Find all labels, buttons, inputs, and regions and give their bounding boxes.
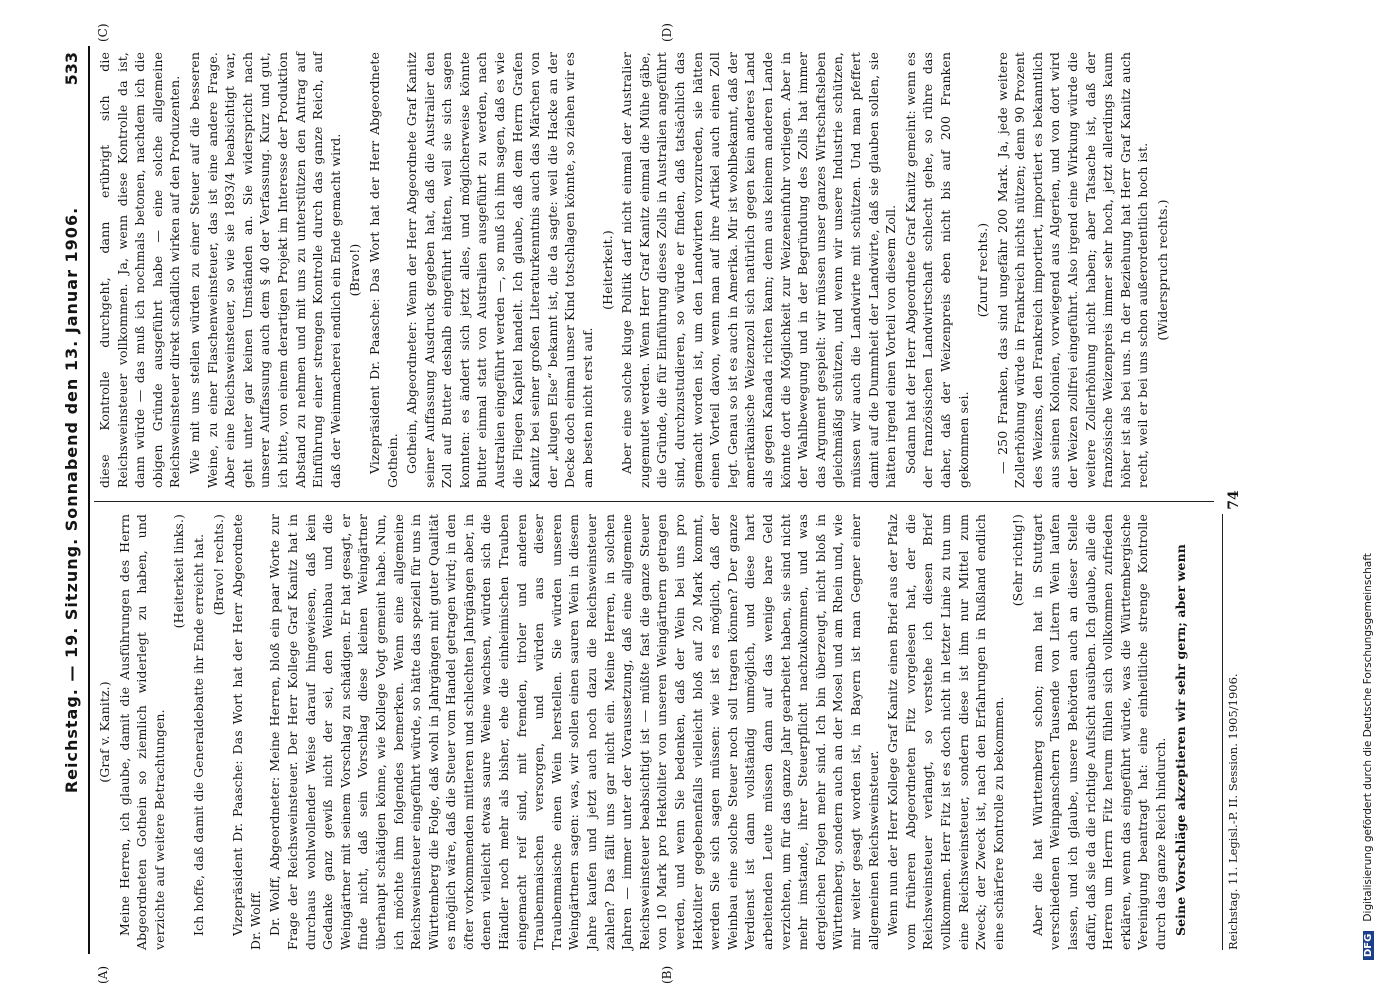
paragraph: Sodann hat der Herr Abgeordnete Graf Kanitz gemeint: wenn es der französischen Landwirtschaft schlecht gehe, so rühre das daher, daß der Weizenpreis eben nicht bis auf 200 Franken gekommen sei. — [902, 52, 971, 488]
paragraph: Meine Herren, ich glaube, damit die Ausführungen des Herrn Abgeordneten Gothein so ziemlich widerlegt zu haben, und verzichte auf weitere Betrachtungen. — [116, 514, 167, 950]
credit-text: Digitalisierung gefördert durch die Deutsche Forschungsgemeinschaft — [1362, 553, 1374, 922]
paragraph: Vizepräsident Dr. Paasche: Das Wort hat der Herr Abgeordnete Dr. Wolff. — [230, 514, 263, 950]
page-number: 533 — [62, 52, 81, 86]
reaction: (Bravo! rechts.) — [210, 514, 226, 616]
margin-mark-d: (D) — [660, 23, 674, 42]
reaction: (Heiterkeit.) — [599, 230, 615, 310]
right-column — [96, 52, 1174, 488]
page-header — [60, 46, 86, 954]
margin-mark-a: (A) — [96, 965, 110, 984]
paragraph: diese Kontrolle durchgeht, dann erübrigt sich die Reichsweinsteuer vollkommen. Ja, wenn diese Kontrolle da ist, dann würde — das muß ich nochmals betonen, nachdem ich die obigen Gründe ausgeführt habe — eine solche allgemeine Reichsweinsteuer direkt schädlich wirken auf den Produzenten. — [97, 52, 183, 488]
paragraph: Wie mit uns stellen würden zu einer Steuer auf die besseren Weine, zu einer Flaschenweinsteuer, das ist eine andere Frage. Aber eine Reichsweinsteuer, so wie sie 1893/4 beabsichtigt war, geht unter gar keinen Umständen an. Sie widerspricht nach unserer Auffassung auch dem § 40 der Verfassung. Kurz und gut, ich bitte, von einem derartigen Projekt im Interesse der Produktion Abstand zu nehmen und mit uns zu unterstützen den Antrag auf Einführung einer strengen Kontrolle durch das ganze Reich, auf daß der Weinmacherei endlich ein Ende gemacht wird. — [186, 52, 343, 488]
reaction: (Heiterkeit links.) — [171, 514, 187, 629]
margin-mark-c: (C) — [96, 23, 110, 42]
footer-left: Reichstag. 11. Legisl.-P. II. Session. 1905/1906. — [1226, 673, 1240, 950]
left-column — [96, 514, 1191, 950]
reaction: (Bravo!) — [347, 243, 363, 297]
paragraph: Ich hoffe, daß damit die Generaldebatte ihr Ende erreicht hat. — [190, 533, 206, 936]
footer-rule — [1222, 514, 1223, 950]
margin-mark-b: (B) — [660, 965, 674, 984]
paragraph: Aber die hat Württemberg schon; man hat in Stuttgart verschiedenen Weinpanschern Tausende von Litern Wein laufen lassen, und ich glaube, unsere Behörden auch an dieser Stelle dafür, daß sie da die richtige Aufsicht ausüben. Ich glaube, alle die Herren um Herrn Fitz herum fühlen sich vollkommen zufrieden erklären, wenn das eingeführt würde, was die Württembergische Vereinigung beantragt hat: eine einheitliche strenge Kontrolle durch das ganze Reich hindurch. — [1029, 514, 1169, 950]
paragraph: Dr. Wolff, Abgeordneter: Meine Herren, bloß ein paar Worte zur Frage der Reichsweinsteuer. Der Herr Kollege Graf Kanitz hat in durchaus wohlwollender Weise darauf hingewiesen, daß kein Gedanke ganz gewiß nicht der sei, den Weinbau und die Weingärtner mit seinem Vorschlag zu schädigen. Er hat gesagt, er finde nicht, daß sein Vorschlag diese kleinen Weingärtner überhaupt schädigen könne, wie Kollege Vogt gemeint habe. Nun, ich möchte ihm folgendes bemerken. Wenn eine allgemeine Reichsweinsteuer eingeführt würde, so hätte das speziell für uns in Württemberg die Folge, daß wohl in Jahrgängen mit guter Qualität es möglich wäre, daß die Steuer vom Handel getragen wird; in den öfter vorkommenden mittleren und schlechten Jahrgängen aber, in denen vielleicht etwas saure Weine wachsen, würden sich die Händler noch mehr als bisher, ehe die einheimischen Trauben eingemacht reif sind, mit fremden, tiroler und anderen Traubenmaischen versorgen, und würden aus dieser Traubenmaische einen Wein herstellen. Sie würden unseren Weingärtnern sagen: was, wir sollen einen sauren Wein in diesem Jahre kaufen und jetzt auch noch dazu die Reichsweinsteuer zahlen? Das fällt uns gar nicht ein. Meine Herren, in solchen Jahren — immer unter der Voraussetzung, daß eine allgemeine Reichsweinsteuer beabsichtigt ist — müßte fast die ganze Steuer von 10 Mark pro Hektoliter von unseren Weingärtnern getragen werden, und wenn Sie bedenken, daß der Wein bei uns pro Hektoliter gegebenenfalls vielleicht bloß auf 20 Mark kommt, werden Sie sich sagen müssen: wie ist es möglich, daß der Weinbau eine solche Steuer noch soll tragen können? Der ganze Verdienst ist dann vollständig unmöglich, und diese hart arbeitenden Leute müssen dann auf das wenige bare Geld verzichten, um für das ganze Jahr gearbeitet haben, sie sind nicht mehr imstande, ihrer Steuerpflicht nachzukommen, und was dergleichen Folgen mehr sind. Ich bin überzeugt, nicht bloß in Württemberg, sondern auch an der Mosel und am Rhein und, wie mir weiter gesagt worden ist, in Bayern ist man Gegner einer allgemeinen Reichsweinsteuer. — [267, 514, 881, 950]
paragraph: Aber eine solche kluge Politik darf nicht einmal der Australier zugemutet werden. Wenn Herr Graf Kanitz einmal die Mühe gäbe, die Gründe, die für Einführung dieses Zolls in Australien angeführt sind, durchzustudieren, so würde er finden, daß tatsächlich das gemacht worden ist, um den Landwirten vorzureden, sie hätten einen Vorteil davon, wenn man auf ihre Artikel auch einen Zoll legt. Genau so ist es auch in Amerika. Mir ist wohlbekannt, daß der amerikanische Weizenzoll sich natürlich gegen kein anderes Land als gegen Kanada richten kann; denn aus keinem anderen Lande könnte dort die Möglichkeit zur Weizeneinfuhr vorliegen. Aber in der Wahlbewegung und in der Begründung des Zolls hat immer das Argument gespielt: wir müssen unser ganzes Wirtschaftsleben gleichmäßig schützen, und wenn wir unsere Industrie schützen, müssen wir auch die Landwirte mit schützen. Und man pfeffert damit auf die Dummheit der Landwirte, daß sie glauben sollen, sie hätten irgend einen Vorteil von diesem Zoll. — [619, 52, 899, 488]
reaction: (Widerspruch rechts.) — [1155, 199, 1171, 341]
paragraph: Wenn nun der Herr Kollege Graf Kanitz einen Brief aus der Pfalz vom früheren Abgeordneten Fitz vorgelesen hat, der die Reichsweinsteuer verlangt, so verstehe ich diesen Brief vollkommen. Herr Fitz ist es doch nicht in letzter Linie zu tun um eine Reichsweinsteuer, sondern diese ist ihm nur Mittel zum Zweck; der Zweck ist, nach den Erfahrungen in Rußland endlich eine schärfere Kontrolle zu bekommen. — [885, 514, 1006, 950]
reaction: (Zuruf rechts.) — [975, 222, 991, 318]
sheet-number: 74 — [1226, 490, 1242, 510]
column-divider — [94, 501, 1214, 502]
speaker-continuation: (Graf v. Kanitz.) — [97, 681, 112, 783]
paragraph: Seine Vorschläge akzeptieren wir sehr gern; aber wenn — [1172, 544, 1188, 936]
header-rule — [88, 46, 90, 954]
document-sheet — [60, 23, 1280, 984]
paragraph: Vizepräsident Dr. Paasche: Das Wort hat der Herr Abgeordnete Gothein. — [366, 52, 400, 488]
credit-line — [1356, 60, 1375, 960]
dfg-logo: DFG — [1363, 931, 1374, 960]
page-title: Reichstag. — 19. Sitzung. Sonnabend den 13. Januar 1906. — [62, 206, 81, 794]
paragraph: — 250 Franken, das sind ungefähr 200 Mark. Ja, jede weitere Zollerhöhung würde in Frankreich nichts nützen; denn 90 Prozent des Weizens, den Frankreich importiert, importiert es bekanntlich aus seinen Kolonien, vorwiegend aus Algerien, und von dort wird der Weizen zollfrei eingeführt. Also irgend eine Wirkung würde die weitere Zollerhöhung nicht haben; aber Tatsache ist, daß der französische Weizenpreis immer sehr hoch, jetzt allerdings kaum höher ist als bei uns. In der Beziehung hat Herr Graf Kanitz auch recht, weil er bei uns schon außerordentlich hoch ist. — [994, 52, 1151, 488]
paragraph: Gothein, Abgeordneter: Wenn der Herr Abgeordnete Graf Kanitz seiner Auffassung Ausdruck gegeben hat, daß die Australier den Zoll auf Butter deshalb eingeführt hätten, weil sie sich sagen konnten: es ändert sich jetzt alles, und möglicherweise könnte Butter einmal statt von Australien ausgeführt zu werden, nach Australien eingeführt werden —, so muß ich ihm sagen, daß es wie die Fliegen Kapitel handelt. Ich glaube, daß dem Herrn Grafen Kanitz bei seiner großen Literaturkenntnis auch das Märchen von der „klugen Else“ bekannt ist, die da sagte: weil die Hacke an der Decke doch einmal unser Kind totschlagen könnte, so ziehen wir es am besten nicht erst auf. — [404, 52, 596, 488]
reaction: (Sehr richtig!) — [1010, 514, 1026, 607]
